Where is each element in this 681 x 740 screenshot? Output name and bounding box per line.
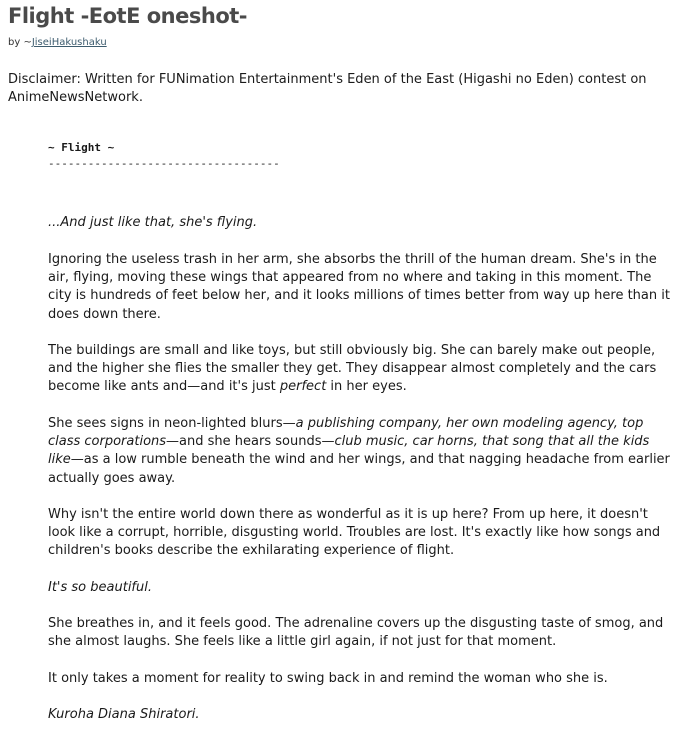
story-paragraph (48, 251, 673, 324)
story-paragraph (48, 415, 673, 488)
story-paragraph (48, 342, 673, 397)
story-paragraph (48, 615, 673, 651)
text-run: Ignoring the useless trash in her arm, she absorbs the thrill of the human dream. She's in the air, flying, moving these wings that appeared from no where and taking in this moment. The city is hundreds of feet below her, and it looks millions of times better from way up here than it does down there. (48, 252, 670, 322)
byline-prefix: by ~ (8, 37, 32, 48)
story-heading: ~ Flight ~ (48, 141, 115, 154)
italic-text: It's so beautiful. (48, 580, 152, 595)
italic-text: perfect (279, 379, 327, 395)
text-run: The buildings are small and like toys, but still obviously big. She can barely make out people, and the higher she flies the smaller they get. They disappear almost completely and the cars become like ants and—and it's just (48, 343, 657, 395)
story-body (48, 140, 673, 722)
text-run: Why isn't the entire world down there as wonderful as it is up here? From up here, it doesn't look like a corrupt, horrible, disgusting world. Troubles are lost. It's exactly like how songs and children's books describe the exhilarating experience of flight. (48, 507, 661, 559)
italic-text: club music, car horns, that song that all the kids like (48, 434, 650, 468)
text-run: She sees signs in neon-lighted blurs— (48, 416, 296, 431)
text-run: —and she hears sounds— (166, 434, 335, 450)
italic-text: ...And just like that, she's flying. (48, 215, 258, 230)
story-paragraph (48, 670, 673, 688)
byline (8, 37, 107, 48)
story-paragraph (48, 579, 673, 597)
italic-text: a publishing company, her own modeling agency, top class corporations (48, 416, 644, 450)
story-paragraph (48, 506, 673, 561)
story-paragraph (48, 706, 673, 724)
page-title: Flight -EotE oneshot- (8, 4, 248, 28)
disclaimer-text: Disclaimer: Written for FUNimation Entertainment's Eden of the East (Higashi no Eden) contest on AnimeNewsNetwork. (8, 72, 647, 105)
italic-text: Kuroha Diana Shiratori. (48, 707, 200, 722)
heading-divider: ----------------------------------- (48, 157, 280, 170)
text-run: —as a low rumble beneath the wind and her wings, and that nagging headache from earlier actually goes away. (48, 452, 670, 486)
author-link[interactable]: JiseiHakushaku (31, 37, 107, 48)
text-run: It only takes a moment for reality to swing back in and remind the woman who she is. (48, 671, 608, 686)
text-run: in her eyes. (326, 379, 407, 395)
story-paragraph (48, 214, 673, 232)
text-run: She breathes in, and it feels good. The adrenaline covers up the disgusting taste of smog, and she almost laughs. She feels like a little girl again, if not just for that moment. (48, 616, 664, 650)
